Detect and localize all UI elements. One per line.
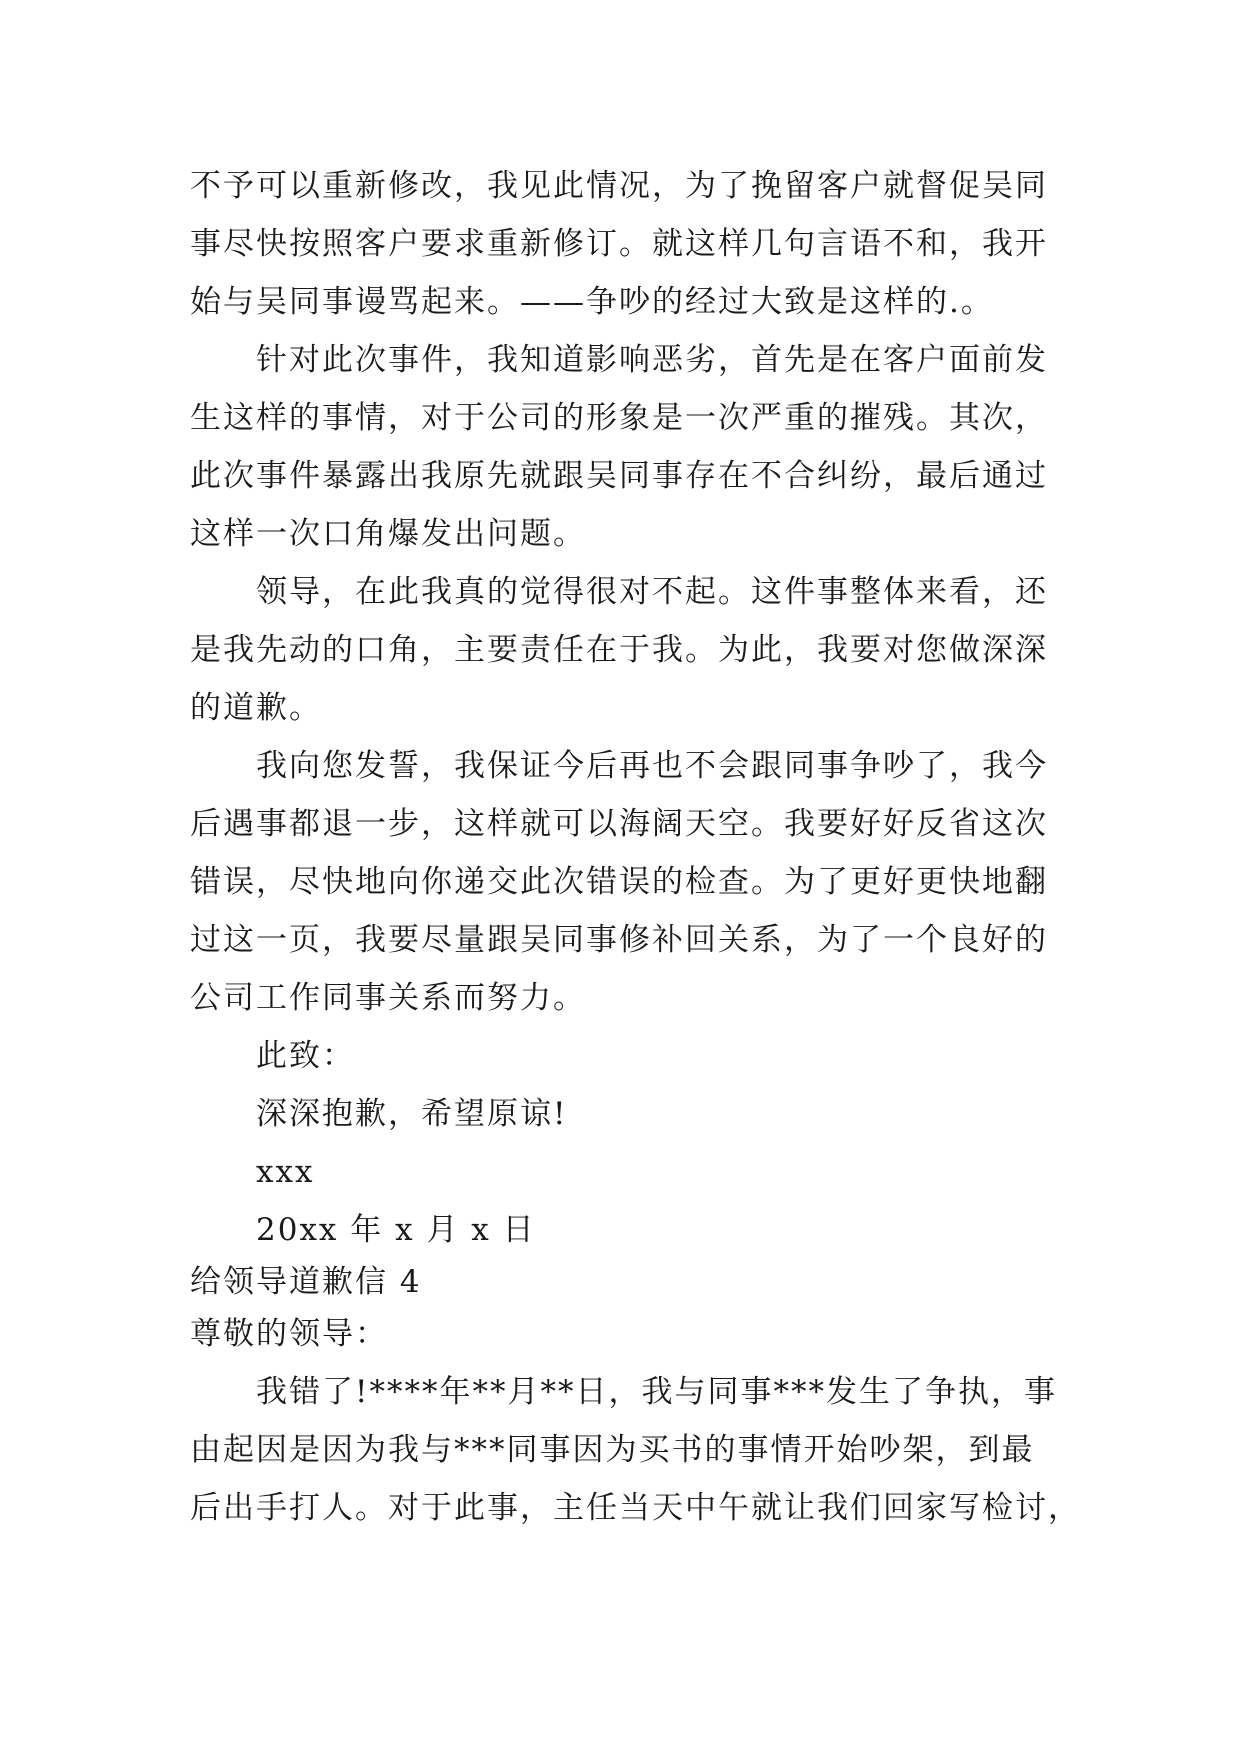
text-line: 的道歉。 — [190, 690, 322, 726]
text-line: 此次事件暴露出我原先就跟吴同事存在不合纠纷，最后通过 — [190, 458, 1048, 494]
section-title: 给领导道歉信 4 — [190, 1264, 422, 1300]
text-line: 错误，尽快地向你递交此次错误的检查。为了更好更快地翻 — [190, 864, 1048, 900]
text-line: 不予可以重新修改，我见此情况，为了挽留客户就督促吴同 — [190, 168, 1048, 204]
text-line: 领导，在此我真的觉得很对不起。这件事整体来看，还 — [256, 574, 1048, 610]
text-line: 过这一页，我要尽量跟吴同事修补回关系，为了一个良好的 — [190, 922, 1048, 958]
text-line: 这样一次口角爆发出问题。 — [190, 516, 586, 552]
text-line: 针对此次事件，我知道影响恶劣，首先是在客户面前发 — [256, 342, 1048, 378]
date-line: 20xx 年 x 月 x 日 — [256, 1212, 536, 1248]
closing-line: 此致： — [256, 1038, 355, 1074]
text-line: 生这样的事情，对于公司的形象是一次严重的摧残。其次， — [190, 400, 1048, 436]
text-line: 公司工作同事关系而努力。 — [190, 980, 586, 1016]
text-line: 我错了!****年**月**日，我与同事***发生了争执，事 — [256, 1374, 1057, 1410]
text-line: 由起因是因为我与***同事因为买书的事情开始吵架，到最 — [190, 1432, 1035, 1468]
text-line: 事尽快按照客户要求重新修订。就这样几句言语不和，我开 — [190, 226, 1048, 262]
salutation: 尊敬的领导： — [190, 1316, 388, 1352]
closing-line: 深深抱歉，希望原谅! — [256, 1096, 568, 1132]
text-line: 始与吴同事谩骂起来。——争吵的经过大致是这样的.。 — [190, 284, 994, 320]
text-line: 后遇事都退一步，这样就可以海阔天空。我要好好反省这次 — [190, 806, 1048, 842]
signature: xxx — [256, 1154, 315, 1190]
text-line: 是我先动的口角，主要责任在于我。为此，我要对您做深深 — [190, 632, 1048, 668]
text-line: 我向您发誓，我保证今后再也不会跟同事争吵了，我今 — [256, 748, 1048, 784]
text-line: 后出手打人。对于此事，主任当天中午就让我们回家写检讨， — [190, 1490, 1081, 1526]
